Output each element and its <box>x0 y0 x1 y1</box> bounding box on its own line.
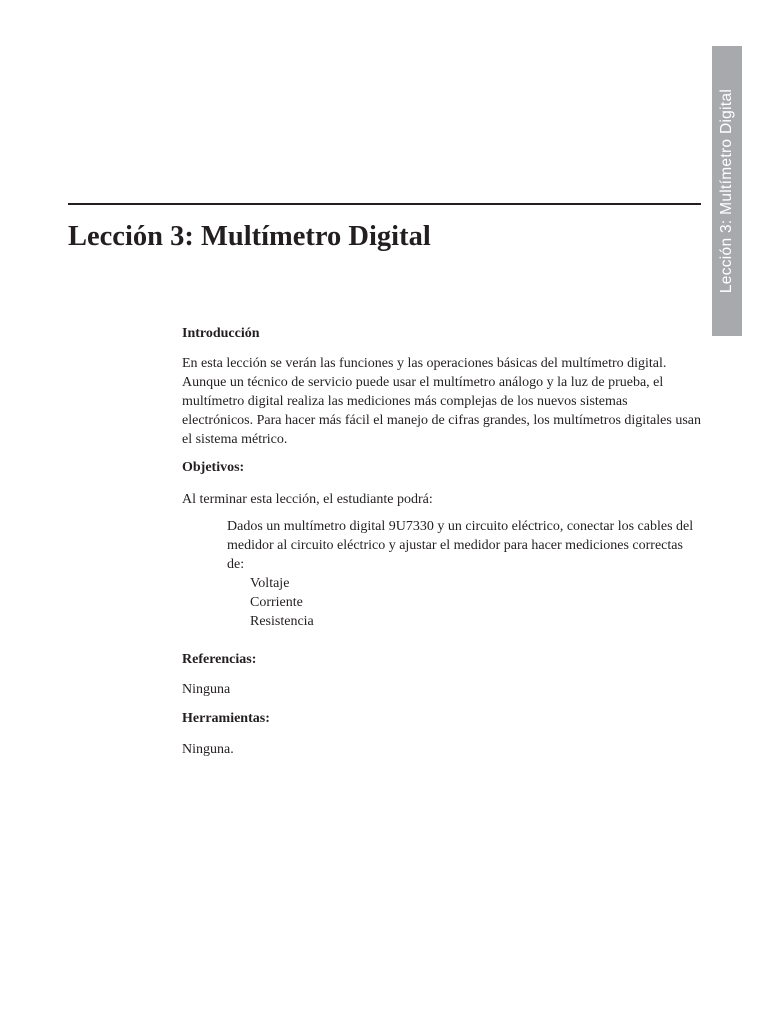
intro-paragraph: En esta lección se verán las funciones y las operaciones básicas del multímetro digital. Aunque un técnico de servicio puede usar el multímetro análogo y la luz de prueba, el multímetro digital realiza las mediciones más complejas de los nuevos sistemas electrónicos. Para hacer más fácil el manejo de cifras grandes, los multímetros digitales usan el sistema métrico. <box>182 356 701 447</box>
tools-body: Ninguna. <box>182 742 234 757</box>
references-heading: Referencias: <box>182 652 257 667</box>
objective-item-current: Corriente <box>250 595 303 610</box>
objectives-heading: Objetivos: <box>182 460 245 475</box>
objective-item-resistance: Resistencia <box>250 614 314 629</box>
objectives-detail: Dados un multímetro digital 9U7330 y un circuito eléctrico, conectar los cables del medidor al circuito eléctrico y ajustar el medidor para hacer mediciones correctas de: <box>227 519 694 572</box>
objectives-detail-block <box>227 517 697 631</box>
page-title: Lección 3: Multímetro Digital <box>68 221 431 252</box>
references-body: Ninguna <box>182 682 231 697</box>
objectives-list <box>227 574 697 631</box>
objective-item-voltage: Voltaje <box>250 576 290 591</box>
tools-heading: Herramientas: <box>182 711 270 726</box>
intro-heading: Introducción <box>182 326 260 341</box>
side-chapter-tab <box>712 46 742 336</box>
objectives-lead: Al terminar esta lección, el estudiante podrá: <box>182 492 433 507</box>
title-rule <box>68 203 701 205</box>
side-tab-label: Lección 3: Multímetro Digital <box>718 88 735 294</box>
lesson-content <box>182 324 702 759</box>
